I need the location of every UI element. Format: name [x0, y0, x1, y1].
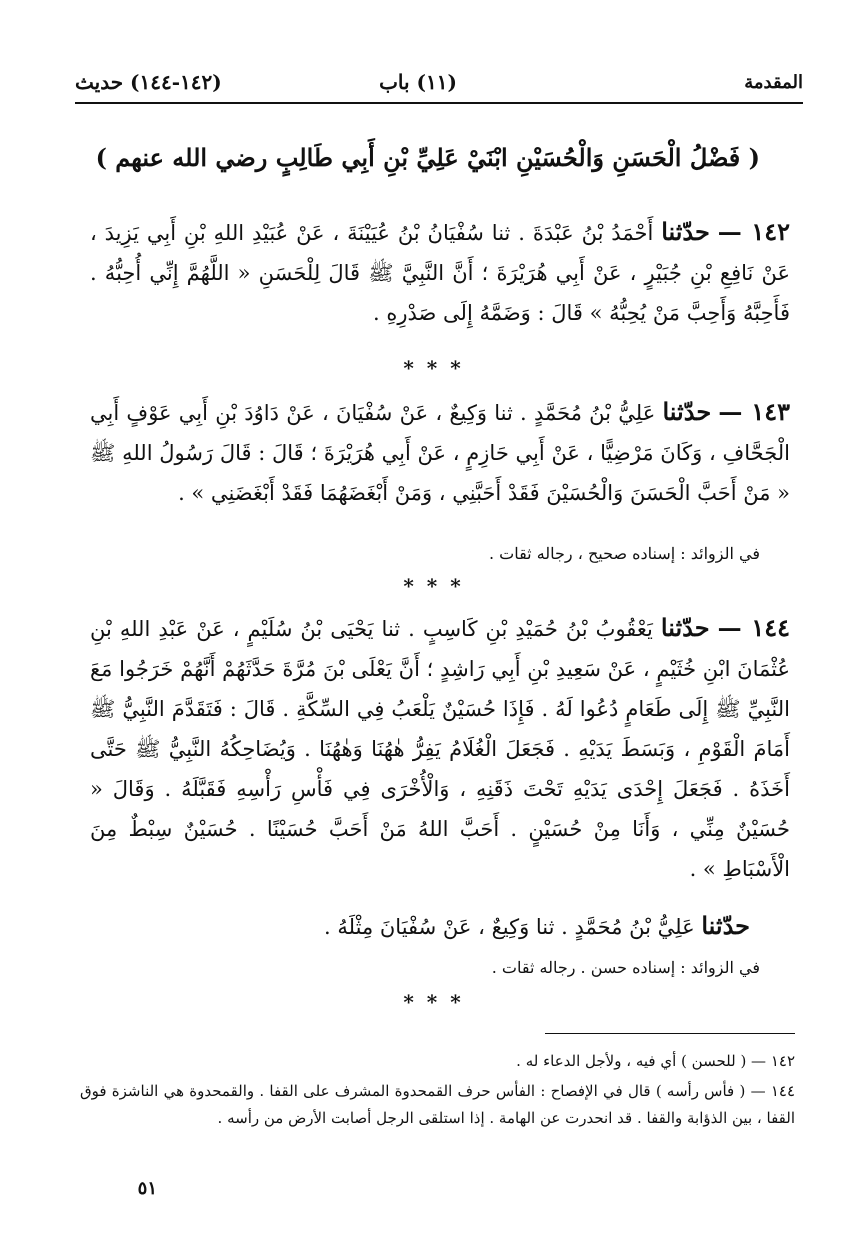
- hadith-text: عَلِيُّ بْنُ مُحَمَّدٍ . ثنا وَكِيعٌ ، عَنْ سُفْيَانَ مِثْلَهُ .: [324, 915, 695, 939]
- hadith-number: ١٤٣ —: [718, 397, 790, 426]
- haddathana-label: حدّثنا: [661, 217, 710, 246]
- separator-stars: * * *: [403, 356, 464, 380]
- hadith-text: أَحْمَدُ بْنُ عَبْدَةَ . ثنا سُفْيَانُ بْنُ عُيَيْنَةَ ، عَنْ عُبَيْدِ اللهِ بْنِ أَبِي يَزِيدَ ، عَنْ نَافِعِ بْنِ جُبَيْرٍ ، عَنْ أَبِي هُرَيْرَةَ ؛ أَنَّ النَّبِيَّ ﷺ قَالَ لِلْحَسَنِ « اللَّهُمَّ إِنِّي أُحِبُّهُ . فَأَحِبَّهُ وَأَحِبَّ مَنْ يُحِبُّهُ » قَالَ : وَضَمَّهُ إِلَى صَدْرِهِ .: [90, 221, 790, 325]
- hadith-number: ١٤٢ —: [717, 217, 790, 246]
- footnote-142: ١٤٢ — ( للحسن ) أي فيه ، ولأجل الدعاء له .: [516, 1052, 795, 1070]
- running-header: [75, 64, 803, 100]
- haddathana-label: حدّثنا: [662, 397, 712, 426]
- hadith-144-second-chain: [90, 906, 790, 947]
- haddathana-label: حدّثنا: [701, 911, 750, 940]
- separator-stars: * * *: [403, 574, 464, 598]
- hadith-144: [90, 608, 790, 889]
- header-chapter: (١١) باب: [379, 70, 457, 94]
- footnote-144: ١٤٤ — ( فأس رأسه ) قال في الإفصاح : الفأس حرف القمحدوة المشرف على القفا . والقمحدوة هي الناشزة فوق القفا ، بين الذؤابة والقفا . قد انحدرت عن الهامة . إذا استلقى الرجل أصابت الأرض من رأسه .: [80, 1082, 795, 1127]
- hadith-142: [90, 212, 790, 333]
- zawaid-note-144: في الزوائد : إسناده حسن . رجاله ثقات .: [491, 958, 760, 977]
- header-section-title: المقدمة: [744, 71, 803, 93]
- zawaid-note-143: في الزوائد : إسناده صحيح ، رجاله ثقات .: [488, 544, 760, 563]
- haddathana-label: حدّثنا: [660, 613, 710, 642]
- header-hadith-range: (١٤٢-١٤٤) حديث: [75, 70, 222, 94]
- hadith-text: عَلِيُّ بْنُ مُحَمَّدٍ . ثنا وَكِيعٌ ، عَنْ سُفْيَانَ ، عَنْ دَاوُدَ بْنِ أَبِي عَوْفٍ أَبِي الْجَحَّافِ ، وَكَانَ مَرْضِيًّا ، عَنْ أَبِي حَازِمٍ ، عَنْ أَبِي هُرَيْرَةَ ؛ قَالَ : قَالَ رَسُولُ اللهِ ﷺ « مَنْ أَحَبَّ الْحَسَنَ وَالْحُسَيْنَ فَقَدْ أَحَبَّنِي ، وَمَنْ أَبْغَضَهُمَا فَقَدْ أَبْغَضَنِي » .: [90, 401, 790, 505]
- hadith-number: ١٤٤ —: [717, 613, 790, 642]
- footnote-rule: [545, 1033, 795, 1034]
- hadith-143: [90, 392, 790, 513]
- hadith-text: يَعْقُوبُ بْنُ حُمَيْدِ بْنِ كَاسِبٍ . ثنا يَحْيَى بْنُ سُلَيْمٍ ، عَنْ عَبْدِ اللهِ بْنِ عُثْمَانَ ابْنِ خُثَيْمٍ ، عَنْ سَعِيدِ بْنِ أَبِي رَاشِدٍ ؛ أَنَّ يَعْلَى بْنَ مُرَّةَ حَدَّثَهُمْ أَنَّهُمْ خَرَجُوا مَعَ النَّبِيِّ ﷺ إِلَى طَعَامٍ دُعُوا لَهُ . فَإِذَا حُسَيْنٌ يَلْعَبُ فِي السِّكَّةِ . قَالَ : فَتَقَدَّمَ النَّبِيُّ ﷺ أَمَامَ الْقَوْمِ ، وَبَسَطَ يَدَيْهِ . فَجَعَلَ الْغُلَامُ يَفِرُّ هٰهُنَا وَهٰهُنَا . وَيُضَاحِكُهُ النَّبِيُّ ﷺ حَتَّى أَخَذَهُ . فَجَعَلَ إِحْدَى يَدَيْهِ تَحْتَ ذَقَنِهِ ، وَالْأُخْرَى فِي فَأْسِ رَأْسِهِ فَقَبَّلَهُ . وَقَالَ « حُسَيْنٌ مِنِّي ، وَأَنَا مِنْ حُسَيْنٍ . أَحَبَّ اللهُ مَنْ أَحَبَّ حُسَيْنًا . حُسَيْنٌ سِبْطٌ مِنَ الْأَسْبَاطِ » .: [90, 617, 790, 881]
- page-number: ٥١: [137, 1178, 157, 1199]
- separator-stars: * * *: [403, 990, 464, 1014]
- chapter-title: ( فَضْلُ الْحَسَنِ وَالْحُسَيْنِ ابْنَيْ عَلِيِّ بْنِ أَبِي طَالِبٍ رضي الله عنهم ): [95, 143, 760, 172]
- header-rule: [75, 102, 803, 104]
